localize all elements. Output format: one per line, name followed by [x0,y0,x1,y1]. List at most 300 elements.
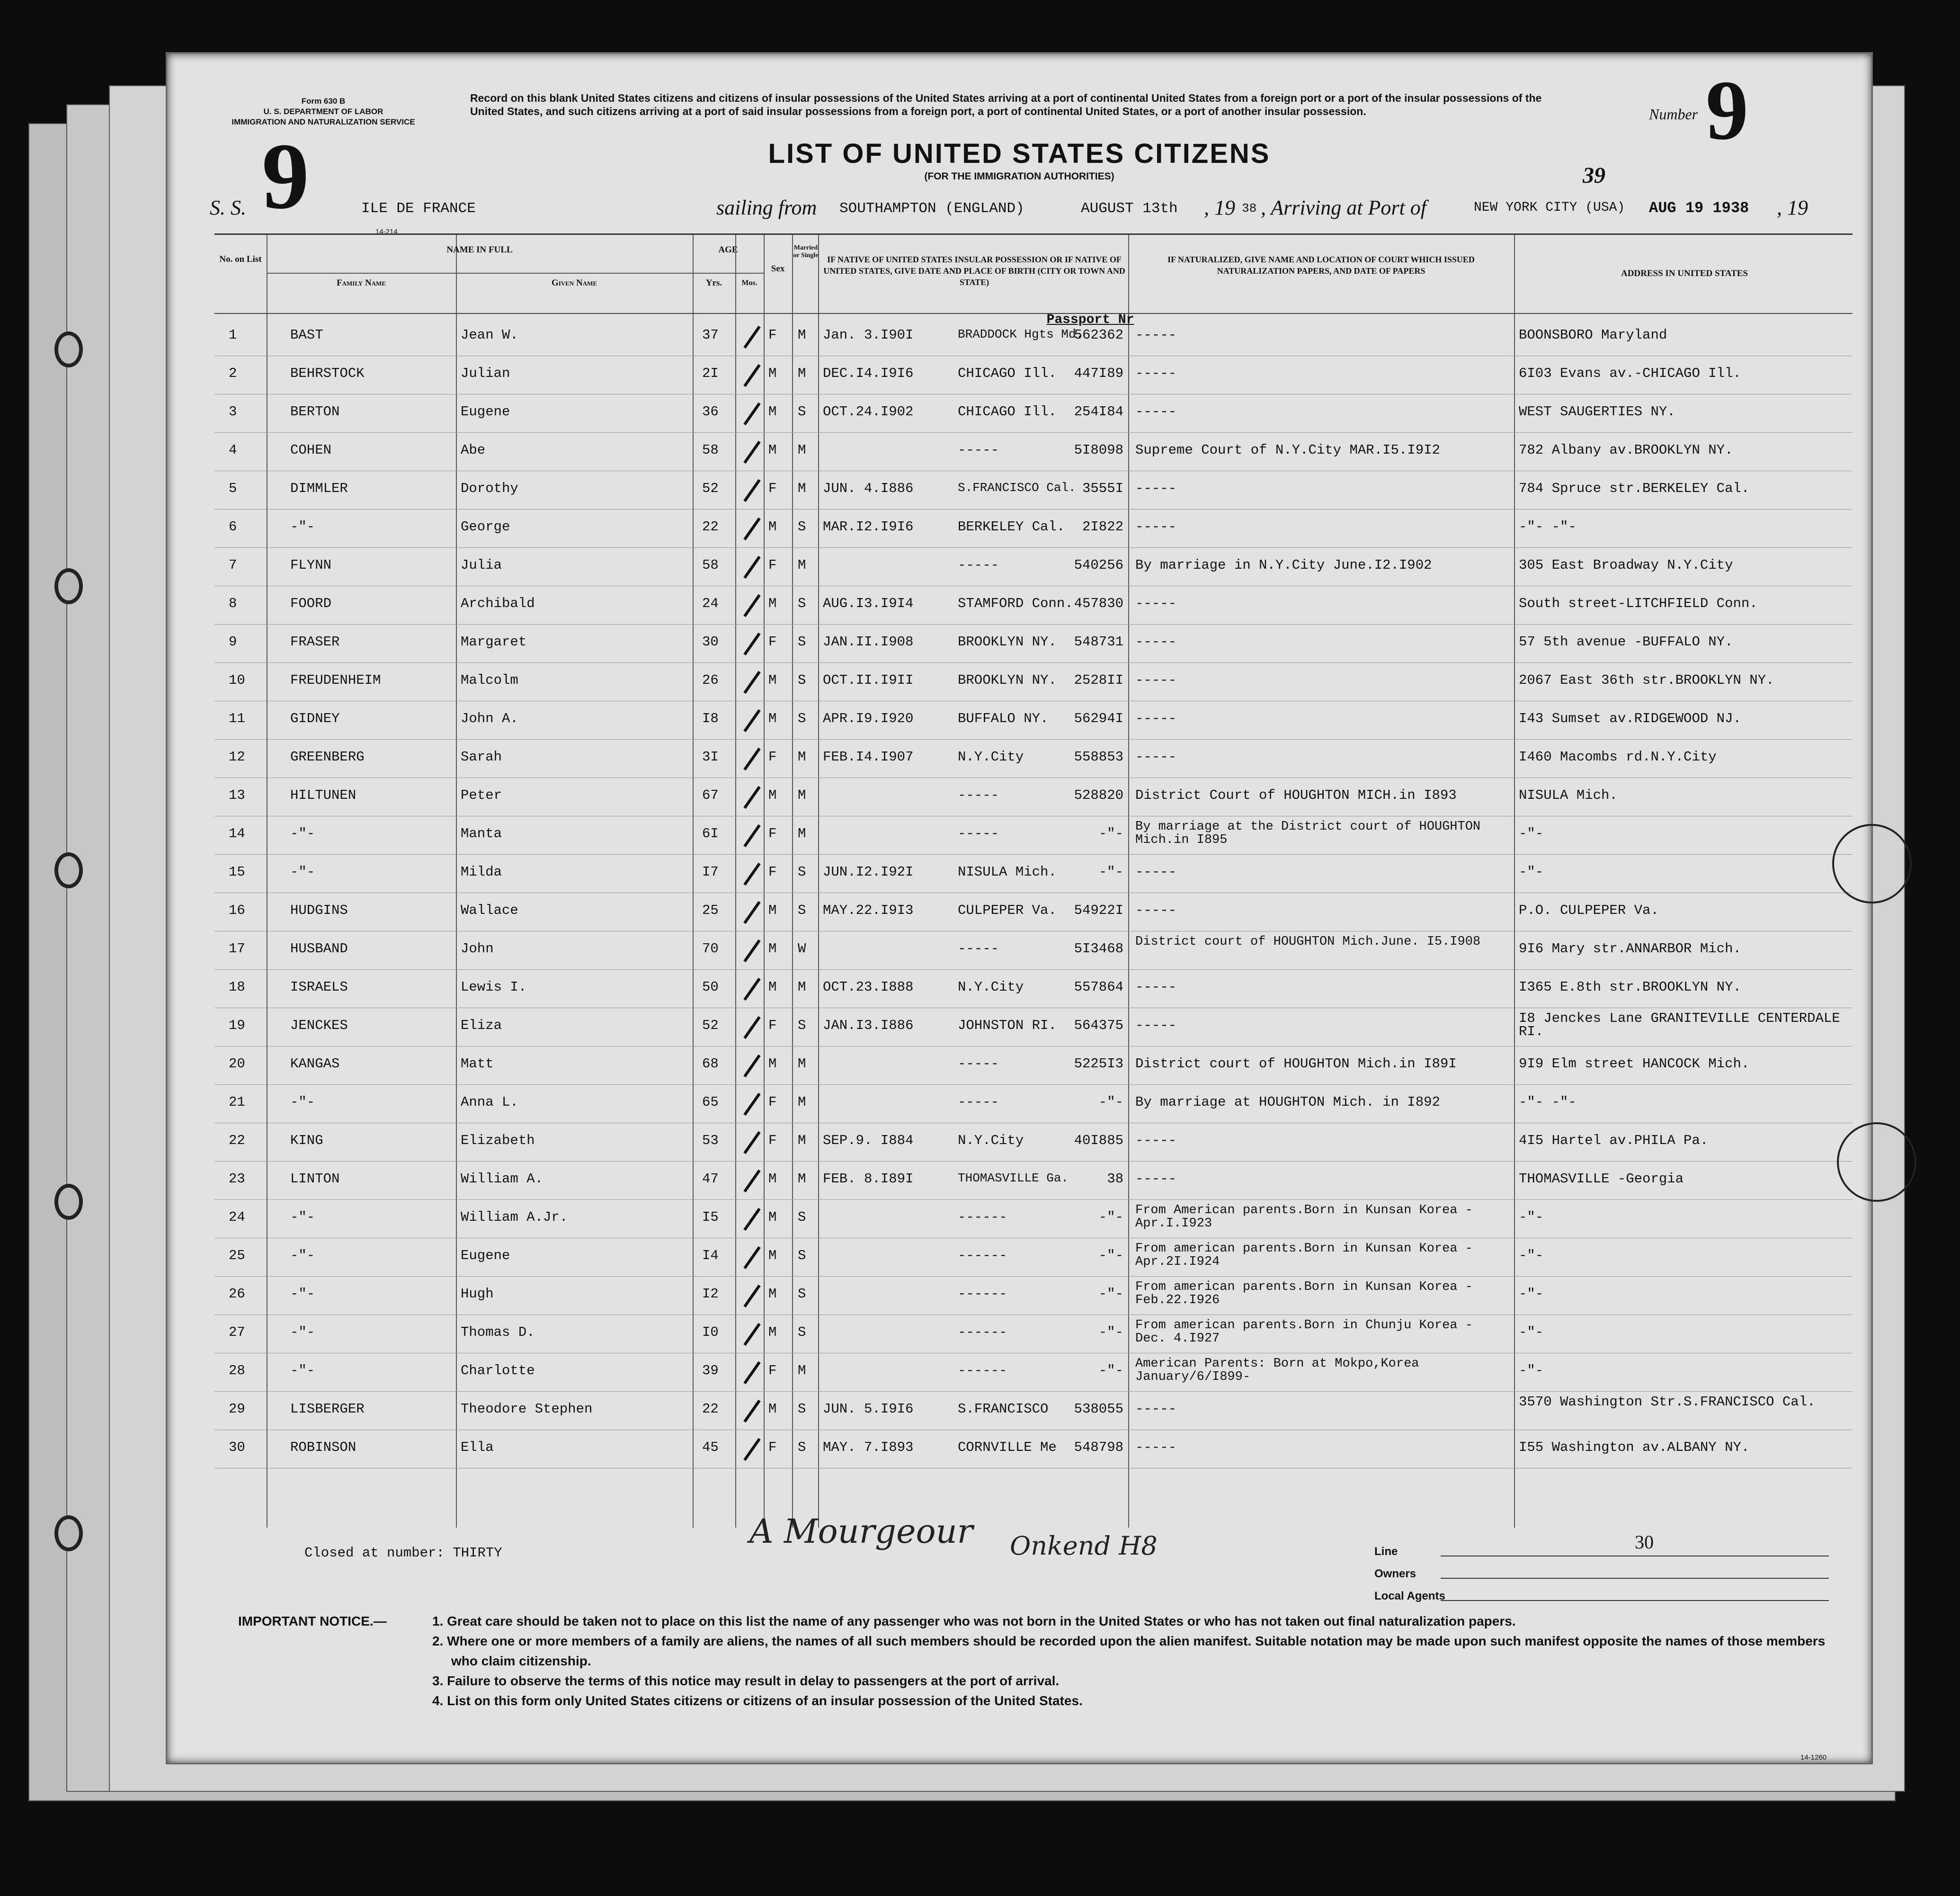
cell-ms: S [798,1018,806,1033]
cell-age: I0 [702,1324,719,1340]
form-number: Form 630 B [301,97,346,106]
check-mark [743,1093,760,1116]
cell-passport: 38 [1107,1171,1123,1187]
cell-birth-date: DEC.I4.I9I6 [823,366,914,381]
notice-body [432,1611,1829,1711]
cell-no: 1 [229,327,237,343]
header-name-in-full: NAME IN FULL [446,245,513,255]
cell-birth-place: ------ [958,1363,1007,1378]
cell-family: COHEN [290,442,332,458]
cell-birth-place: ----- [958,442,999,458]
cell-passport: -"- [1098,1286,1123,1302]
cell-no: 6 [229,519,237,535]
cell-given: Hugh [461,1286,494,1302]
cell-family: KANGAS [290,1056,340,1072]
cell-passport: -"- [1098,1094,1123,1110]
cell-address: NISULA Mich. [1519,787,1618,803]
cell-birth-date: APR.I9.I920 [823,711,914,726]
cell-family: FLYNN [290,557,332,573]
cell-no: 17 [229,941,245,957]
service: IMMIGRATION AND NATURALIZATION SERVICE [232,117,415,126]
cell-given: Eugene [461,404,510,420]
cell-ms: S [798,634,806,650]
cell-family: -"- [290,826,315,841]
cell-sex: M [768,1248,777,1263]
form-code: 14-214 [375,228,398,236]
sailing-from-label: sailing from [716,196,817,219]
cell-naturalization: ----- [1135,1018,1177,1033]
cell-address: -"- -"- [1519,519,1577,535]
cell-passport: 564375 [1074,1018,1123,1033]
cell-no: 24 [229,1209,245,1225]
cell-birth-date: SEP.9. I884 [823,1133,914,1148]
cell-naturalization: District court of HOUGHTON Mich.in I89I [1135,1056,1457,1072]
check-mark [743,364,760,387]
cell-birth-place: S.FRANCISCO [958,1401,1049,1417]
table-row [214,1123,1853,1162]
cell-birth-place: ----- [958,1056,999,1072]
cell-birth-place: ----- [958,1094,999,1110]
cell-ms: M [798,366,806,381]
ss-label: S. S. [210,196,246,219]
cell-sex: M [768,672,777,688]
cell-family: GREENBERG [290,749,365,765]
table-row [214,816,1853,855]
check-mark [743,1361,760,1384]
check-mark [743,556,760,579]
cell-given: Wallace [461,903,518,918]
cell-ms: S [798,672,806,688]
cell-passport: -"- [1098,1209,1123,1225]
cell-ms: M [798,979,806,995]
cell-birth-date: MAY.22.I9I3 [823,903,914,918]
cell-given: Elizabeth [461,1133,535,1148]
cell-passport: 528820 [1074,787,1123,803]
cell-naturalization: American Parents: Born at Mokpo,Korea January/6/I899- [1135,1357,1419,1384]
cell-sex: F [768,749,777,765]
cell-ms: M [798,1363,806,1378]
header-no-on-list: No. on List [219,254,262,264]
cell-naturalization: ----- [1135,749,1177,765]
cell-address: -"- [1519,1248,1544,1263]
cell-birth-place: N.Y.City [958,979,1024,995]
cell-birth-place: BRADDOCK Hgts Md. [958,327,1084,341]
cell-sex: M [768,442,777,458]
cell-naturalization: ----- [1135,519,1177,535]
cell-naturalization: ----- [1135,672,1177,688]
sailing-date: AUGUST 13th [1081,200,1178,217]
cell-ms: S [798,903,806,918]
cell-address: I8 Jenckes Lane GRANITEVILLE CENTERDALE RI. [1519,1011,1840,1039]
cell-given: Jean W. [461,327,518,343]
cell-ms: S [798,711,806,726]
department: U. S. DEPARTMENT OF LABOR [263,107,383,116]
cell-given: Thomas D. [461,1324,535,1340]
list-number: 9 [1706,63,1748,157]
cell-birth-date: MAY. 7.I893 [823,1440,914,1455]
closed-at-number: Closed at number: THIRTY [304,1545,502,1561]
cell-birth-place: STAMFORD Conn. [958,596,1073,611]
cell-family: DIMMLER [290,481,348,496]
header-family-name: Family Name [337,278,386,288]
cell-family: -"- [290,1286,315,1302]
check-mark [743,1016,760,1039]
cell-birth-place: ----- [958,557,999,573]
cell-age: I2 [702,1286,719,1302]
cell-given: Archibald [461,596,535,611]
cell-age: 67 [702,787,719,803]
sheet-mark: 9 [262,124,309,229]
cell-sex: M [768,903,777,918]
check-mark [743,863,760,885]
table-row [214,778,1853,816]
cell-sex: F [768,557,777,573]
cell-age: 26 [702,672,719,688]
cell-naturalization: ----- [1135,1171,1177,1187]
cell-family: -"- [290,1094,315,1110]
binder-holes [54,331,88,1705]
cell-given: John A. [461,711,518,726]
cell-sex: M [768,711,777,726]
manifest-page [166,52,1873,1764]
check-mark [743,709,760,732]
check-mark [743,1400,760,1422]
cell-birth-date: JUN. 5.I9I6 [823,1401,914,1417]
cell-naturalization: From american parents.Born in Chunju Korea - Dec. 4.I927 [1135,1318,1473,1346]
cell-age: I4 [702,1248,719,1263]
cell-sex: M [768,519,777,535]
cell-no: 14 [229,826,245,841]
cell-ms: S [798,1401,806,1417]
cell-no: 23 [229,1171,245,1187]
cell-no: 28 [229,1363,245,1378]
cell-birth-place: CULPEPER Va. [958,903,1057,918]
cell-birth-place: THOMASVILLE Ga. [958,1171,1069,1185]
cell-age: 50 [702,979,719,995]
check-mark [743,1055,760,1077]
header-divider [267,273,764,274]
cell-naturalization: From american parents.Born in Kunsan Korea - Apr.2I.I924 [1135,1242,1473,1269]
cell-ms: S [798,1440,806,1455]
cell-given: Dorothy [461,481,518,496]
departure-port: SOUTHAMPTON (ENGLAND) [839,200,1025,217]
check-mark [743,1131,760,1154]
cell-sex: F [768,1094,777,1110]
table-row [214,318,1853,356]
cell-ms: S [798,1248,806,1263]
cell-passport: 40I885 [1074,1133,1123,1148]
check-mark [743,901,760,924]
cell-naturalization: ----- [1135,327,1177,343]
cell-given: Milda [461,864,502,880]
table-row [214,1046,1853,1085]
agents-rule [1441,1600,1829,1601]
cell-passport: -"- [1098,826,1123,841]
cell-birth-place: S.FRANCISCO Cal. [958,481,1076,495]
cell-age: 36 [702,404,719,420]
cell-sex: M [768,1171,777,1187]
cell-passport: 5I3468 [1074,941,1123,957]
cell-ms: M [798,787,806,803]
cell-family: -"- [290,519,315,535]
cell-birth-date: OCT.II.I9II [823,672,914,688]
check-mark [743,518,760,540]
cell-age: 25 [702,903,719,918]
cell-address: 6I03 Evans av.-CHICAGO Ill. [1519,366,1741,381]
table-row [214,931,1853,970]
page-subtitle: (FOR THE IMMIGRATION AUTHORITIES) [924,171,1114,182]
cell-no: 16 [229,903,245,918]
line-label: Line [1374,1545,1398,1558]
cell-age: 22 [702,1401,719,1417]
table-row [214,1277,1853,1315]
binder-hole [54,852,83,888]
cell-age: I8 [702,711,719,726]
table-row [214,625,1853,663]
cell-passport: -"- [1098,864,1123,880]
cell-no: 7 [229,557,237,573]
table-row [214,701,1853,740]
table-row [214,893,1853,931]
table-row [214,970,1853,1008]
cell-address: I365 E.8th str.BROOKLYN NY. [1519,979,1741,995]
cell-passport: 2528II [1074,672,1123,688]
cell-address: I43 Sumset av.RIDGEWOOD NJ. [1519,711,1741,726]
cell-birth-place: JOHNSTON RI. [958,1018,1057,1033]
cell-ms: M [798,749,806,765]
cell-given: John [461,941,494,957]
arriving-label: , Arriving at Port of [1261,196,1426,219]
cell-address: I55 Washington av.ALBANY NY. [1519,1440,1750,1455]
table-row [214,586,1853,625]
cell-address: 2067 East 36th str.BROOKLYN NY. [1519,672,1774,688]
cell-birth-date: OCT.24.I902 [823,404,914,420]
cell-naturalization: ----- [1135,711,1177,726]
check-mark [743,326,760,349]
cell-family: LINTON [290,1171,340,1187]
arrival-stamp: AUG 19 1938 [1649,199,1749,217]
cell-passport: 5225I3 [1074,1056,1123,1072]
cell-address: 4I5 Hartel av.PHILA Pa. [1519,1133,1709,1148]
cell-address: I460 Macombs rd.N.Y.City [1519,749,1717,765]
cell-given: George [461,519,510,535]
cell-no: 29 [229,1401,245,1417]
cell-family: -"- [290,1324,315,1340]
cell-passport: 2I822 [1082,519,1123,535]
cell-passport: 56294I [1074,711,1123,726]
cell-address: BOONSBORO Maryland [1519,327,1667,343]
cell-family: FRASER [290,634,340,650]
header-given-name: Given Name [551,278,597,288]
cell-address: WEST SAUGERTIES NY. [1519,404,1675,420]
cell-naturalization: District court of HOUGHTON Mich.June. I5.I908 [1135,935,1481,949]
arrival-year-suffix: , 19 [1777,196,1808,219]
cell-ms: M [798,557,806,573]
cell-naturalization: ----- [1135,634,1177,650]
cell-ms: M [798,481,806,496]
cell-passport: 447I89 [1074,366,1123,381]
cell-family: -"- [290,864,315,880]
cell-sex: F [768,481,777,496]
check-mark [743,1208,760,1231]
cell-ms: S [798,1286,806,1302]
cell-age: 22 [702,519,719,535]
cell-address: -"- -"- [1519,1094,1577,1110]
cell-sex: F [768,1133,777,1148]
cell-family: FOORD [290,596,332,611]
check-mark [743,1323,760,1346]
arrival-port: NEW YORK CITY (USA) [1474,200,1625,215]
cell-age: 30 [702,634,719,650]
table-row [214,1200,1853,1238]
cell-given: Matt [461,1056,494,1072]
cell-naturalization: ----- [1135,366,1177,381]
header-married-single: Married or Single [793,244,819,259]
cell-address: 57 5th avenue -BUFFALO NY. [1519,634,1733,650]
table-row [214,394,1853,433]
cell-naturalization: ----- [1135,864,1177,880]
cell-address: THOMASVILLE -Georgia [1519,1171,1684,1187]
voyage-line [205,196,1853,224]
cell-address: -"- [1519,1363,1544,1378]
cell-given: Eliza [461,1018,502,1033]
cell-no: 11 [229,711,245,726]
cell-address: 782 Albany av.BROOKLYN NY. [1519,442,1733,458]
cell-passport: 254I84 [1074,404,1123,420]
cell-naturalization: ----- [1135,1401,1177,1417]
cell-given: Ella [461,1440,494,1455]
cell-sex: M [768,1056,777,1072]
header-bottom-rule [214,313,1853,314]
table-row [214,1085,1853,1123]
header-passport-nr: Passport Nr [1046,313,1134,327]
table-row [214,433,1853,471]
cell-age: I7 [702,864,719,880]
inspector-signature: Onkend H8 [1010,1531,1158,1561]
cell-age: 24 [702,596,719,611]
notice-item: 4. List on this form only United States citizens or citizens of an insular possession of the United States. [432,1693,1083,1708]
cell-age: 52 [702,481,719,496]
cell-birth-place: N.Y.City [958,749,1024,765]
cell-birth-place: BERKELEY Cal. [958,519,1065,535]
cell-family: BAST [290,327,323,343]
year-value: 38 [1242,201,1257,215]
cell-age: 52 [702,1018,719,1033]
check-mark [743,1285,760,1307]
form-identifier [200,96,446,127]
binder-hole [54,568,83,604]
header-age: AGE [718,245,738,255]
cell-no: 15 [229,864,245,880]
cell-given: Julian [461,366,510,381]
cell-given: Lewis I. [461,979,527,995]
cell-address: South street-LITCHFIELD Conn. [1519,596,1758,611]
table-row [214,356,1853,394]
cell-passport: 548798 [1074,1440,1123,1455]
table-row [214,548,1853,586]
table-row [214,1238,1853,1277]
cell-age: I5 [702,1209,719,1225]
cell-birth-date: JAN.I3.I886 [823,1018,914,1033]
notice-lead: IMPORTANT NOTICE.— [238,1614,387,1628]
cell-age: 47 [702,1171,719,1187]
notice-item: 2. Where one or more members of a family are aliens, the names of all such members should be recorded upon the alien manifest. Suitable notation may be made upon such manifest opposite the names of those members who claim citizenship. [432,1634,1826,1668]
notice-item: 1. Great care should be taken not to place on this list the name of any passenger who was not born in the United States or who has not taken out final naturalization papers. [432,1614,1516,1628]
check-mark [743,1170,760,1192]
cell-birth-date: AUG.I3.I9I4 [823,596,914,611]
cell-sex: F [768,1363,777,1378]
table-row [214,1008,1853,1046]
cell-birth-date: FEB.I4.I907 [823,749,914,765]
cell-passport: 54922I [1074,903,1123,918]
cell-given: Manta [461,826,502,841]
page-title: LIST OF UNITED STATES CITIZENS [768,138,1271,169]
cell-birth-place: CHICAGO Ill. [958,404,1057,420]
cell-birth-place: ----- [958,787,999,803]
cell-ms: S [798,519,806,535]
cell-sex: F [768,826,777,841]
cell-family: LISBERGER [290,1401,365,1417]
passenger-total: 30 [1635,1531,1654,1553]
cell-no: 30 [229,1440,245,1455]
cell-no: 25 [229,1248,245,1263]
owners-field [1374,1567,1416,1581]
cell-age: 58 [702,442,719,458]
cell-sex: M [768,1209,777,1225]
cell-given: Eugene [461,1248,510,1263]
check-mark [743,939,760,962]
footer-code: 14-1260 [1800,1753,1827,1762]
cell-age: 3I [702,749,719,765]
cell-family: BERTON [290,404,340,420]
cell-no: 18 [229,979,245,995]
check-mark [743,748,760,770]
cell-age: 45 [702,1440,719,1455]
cell-birth-place: ------ [958,1286,1007,1302]
cell-birth-place: N.Y.City [958,1133,1024,1148]
local-agents-field [1374,1590,1445,1603]
cell-ms: M [798,1133,806,1148]
cell-family: BEHRSTOCK [290,366,365,381]
cell-family: GIDNEY [290,711,340,726]
cell-age: 37 [702,327,719,343]
cell-family: JENCKES [290,1018,348,1033]
year-stamp: 39 [1583,163,1605,188]
cell-birth-place: BROOKLYN NY. [958,634,1057,650]
cell-passport: 557864 [1074,979,1123,995]
cell-address: 784 Spruce str.BERKELEY Cal. [1519,481,1750,496]
cell-ms: S [798,404,806,420]
cell-given: Charlotte [461,1363,535,1378]
cell-no: 2 [229,366,237,381]
table-row [214,1430,1853,1468]
cell-age: 68 [702,1056,719,1072]
cell-ms: M [798,1094,806,1110]
cell-sex: M [768,1286,777,1302]
cell-passport: 5I8098 [1074,442,1123,458]
cell-address: 3570 Washington Str.S.FRANCISCO Cal. [1519,1394,1816,1410]
cell-age: 65 [702,1094,719,1110]
cell-family: ROBINSON [290,1440,356,1455]
cell-address: -"- [1519,1286,1544,1302]
number-label: Number [1649,106,1698,123]
cell-ms: M [798,1056,806,1072]
cell-birth-date: OCT.23.I888 [823,979,914,995]
cell-passport: -"- [1098,1248,1123,1263]
cell-birth-place: ------ [958,1324,1007,1340]
check-mark [743,402,760,425]
table-row [214,1162,1853,1200]
